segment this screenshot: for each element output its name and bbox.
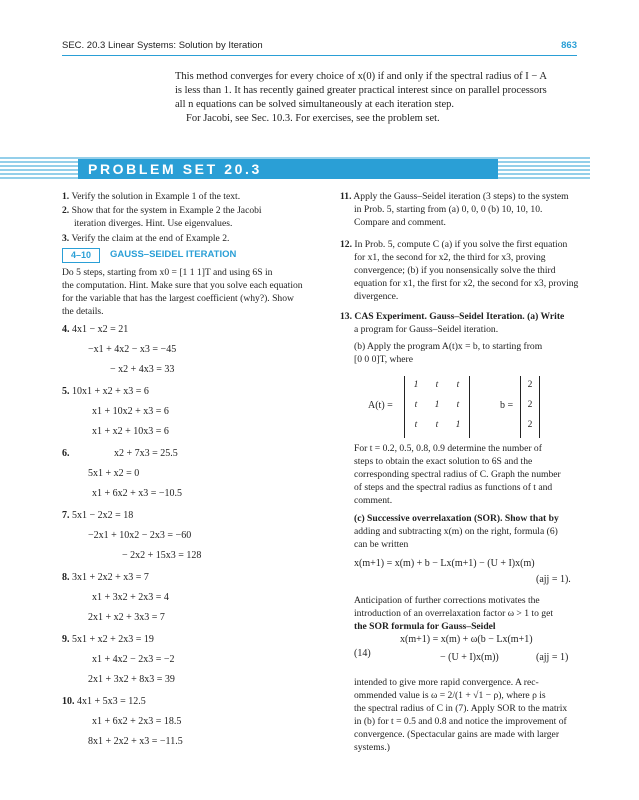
equation: −2x1 + 10x2 − 2x3 = −60	[88, 530, 192, 541]
matrix-cell: t	[456, 400, 460, 410]
problem-13b-text: For t = 0.2, 0.5, 0.8, 0.9 determine the number of steps to obtain the exact solution to 6S and the corresponding spectral radius of C. Graph the number of steps and the spectral radius as functions of t and comment.	[354, 443, 561, 506]
equation-number: (14)	[354, 648, 371, 659]
problem-5: 5. 10x1 + x2 + x3 = 6	[62, 386, 149, 397]
vector-cell: 2	[527, 380, 533, 390]
sor-formula-condition: (ajj = 1)	[536, 652, 569, 663]
equation: x1 + 10x2 + x3 = 6	[92, 406, 169, 417]
vector-cell: 2	[527, 420, 533, 430]
equation: 2x1 + 3x2 + 8x3 = 39	[88, 674, 175, 685]
problem-9: 9. 5x1 + x2 + 2x3 = 19	[62, 634, 154, 645]
matrix-a	[404, 376, 470, 438]
problem-4: 4. 4x1 − x2 = 21	[62, 324, 129, 335]
vector-cell: 2	[527, 400, 533, 410]
equation: x1 + x2 + 10x3 = 6	[92, 426, 169, 437]
problem-6: 6. x2 + 7x3 = 25.5	[62, 448, 178, 459]
page-number: 863	[561, 40, 577, 51]
sor-formula-cont: − (U + I)x(m))	[440, 652, 499, 663]
vector-b	[520, 376, 540, 438]
problem-13c: (c) Successive overrelaxation (SOR). Show that by adding and subtracting x(m) on the right, formula (6) can be written	[354, 513, 559, 550]
equation: − x2 + 4x3 = 33	[110, 364, 175, 375]
problem-12: 12. In Prob. 5, compute C (a) if you solve the first equation for x1, the second for x2, the third for x3, proving convergence; (b) if you nonsensically solve the third equation for x1, the first for x2, the second for x3, proving divergence.	[340, 239, 579, 302]
running-head: SEC. 20.3 Linear Systems: Solution by Iteration	[62, 40, 263, 51]
intro-line: For Jacobi, see Sec. 10.3. For exercises, see the problem set.	[186, 113, 440, 124]
formula-6: x(m+1) = x(m) + b − Lx(m+1) − (U + I)x(m)	[354, 558, 535, 569]
sor-formula: x(m+1) = x(m) + ω(b − Lx(m+1)	[400, 634, 533, 645]
problem-3: 3. Verify the claim at the end of Example 2.	[62, 233, 230, 244]
matrix-cell: 1	[434, 400, 440, 410]
equation: x1 + 6x2 + x3 = −10.5	[92, 488, 183, 499]
problem-7: 7. 5x1 − 2x2 = 18	[62, 510, 134, 521]
range-label: 4–10	[62, 248, 100, 263]
problem-13c-closing: intended to give more rapid convergence. A rec- ommended value is ω = 2/(1 + √1 − ρ), where ρ is the spectral radius of C in (7). Apply SOR to the matrix in (b) for t = 0.5 and 0.8 and notice the improvement of convergence. (Spectacular gains are made with larger systems.)	[354, 677, 568, 753]
matrix-cell: t	[435, 420, 439, 430]
intro-line: This method converges for every choice of x(0) if and only if the spectral radius of I − A	[175, 71, 547, 82]
range-title: GAUSS–SEIDEL ITERATION	[110, 249, 237, 260]
equation: 2x1 + x2 + 3x3 = 7	[88, 612, 165, 623]
equation: x1 + 4x2 − 2x3 = −2	[92, 654, 175, 665]
equation: x1 + 3x2 + 2x3 = 4	[92, 592, 169, 603]
matrix-cell: t	[414, 400, 418, 410]
problem-10: 10. 4x1 + 5x3 = 12.5	[62, 696, 146, 707]
equation: 8x1 + 2x2 + x3 = −11.5	[88, 736, 183, 747]
intro-line: all n equations can be solved simultaneously at each iteration step.	[175, 99, 455, 110]
formula-6-condition: (ajj = 1).	[536, 574, 571, 585]
problem-set-title: PROBLEM SET 20.3	[88, 161, 262, 177]
problem-8: 8. 3x1 + 2x2 + x3 = 7	[62, 572, 149, 583]
vector-b-label: b =	[500, 400, 514, 411]
equation: − 2x2 + 15x3 = 128	[122, 550, 202, 561]
matrix-cell: 1	[455, 420, 461, 430]
intro-line: is less than 1. It has recently gained greater practical interest since on parallel processors	[175, 85, 547, 96]
range-description: Do 5 steps, starting from x0 = [1 1 1]T and using 6S in the computation. Hint. Make sure that you solve each equation for the variable that has the largest coefficient (why?). Show the details.	[62, 267, 303, 317]
equation: −x1 + 4x2 − x3 = −45	[88, 344, 177, 355]
equation: 5x1 + x2 = 0	[88, 468, 140, 479]
problem-13b: (b) Apply the program A(t)x = b, to starting from [0 0 0]T, where	[354, 341, 543, 365]
problem-11: 11. Apply the Gauss–Seidel iteration (3 steps) to the system in Prob. 5, starting from (a) 0, 0, 0 (b) 10, 10, 10. Compare and comment.	[340, 191, 569, 228]
problem-13: 13. CAS Experiment. Gauss–Seidel Iteration. (a) Write a program for Gauss–Seidel iteration.	[340, 311, 565, 335]
matrix-cell: 1	[413, 380, 419, 390]
matrix-a-label: A(t) =	[368, 400, 393, 411]
matrix-cell: t	[414, 420, 418, 430]
matrix-cell: t	[435, 380, 439, 390]
header-rule	[62, 55, 577, 56]
problem-1: 1. Verify the solution in Example 1 of the text.	[62, 191, 241, 202]
problem-2: 2. Show that for the system in Example 2 the Jacobi iteration diverges. Hint. Use eigenvalues.	[62, 205, 262, 229]
problem-13c-text: Anticipation of further corrections motivates the introduction of an overrelaxation factor ω > 1 to get the SOR formula for Gauss–Seidel	[354, 595, 554, 632]
matrix-cell: t	[456, 380, 460, 390]
equation: x1 + 6x2 + 2x3 = 18.5	[92, 716, 182, 727]
